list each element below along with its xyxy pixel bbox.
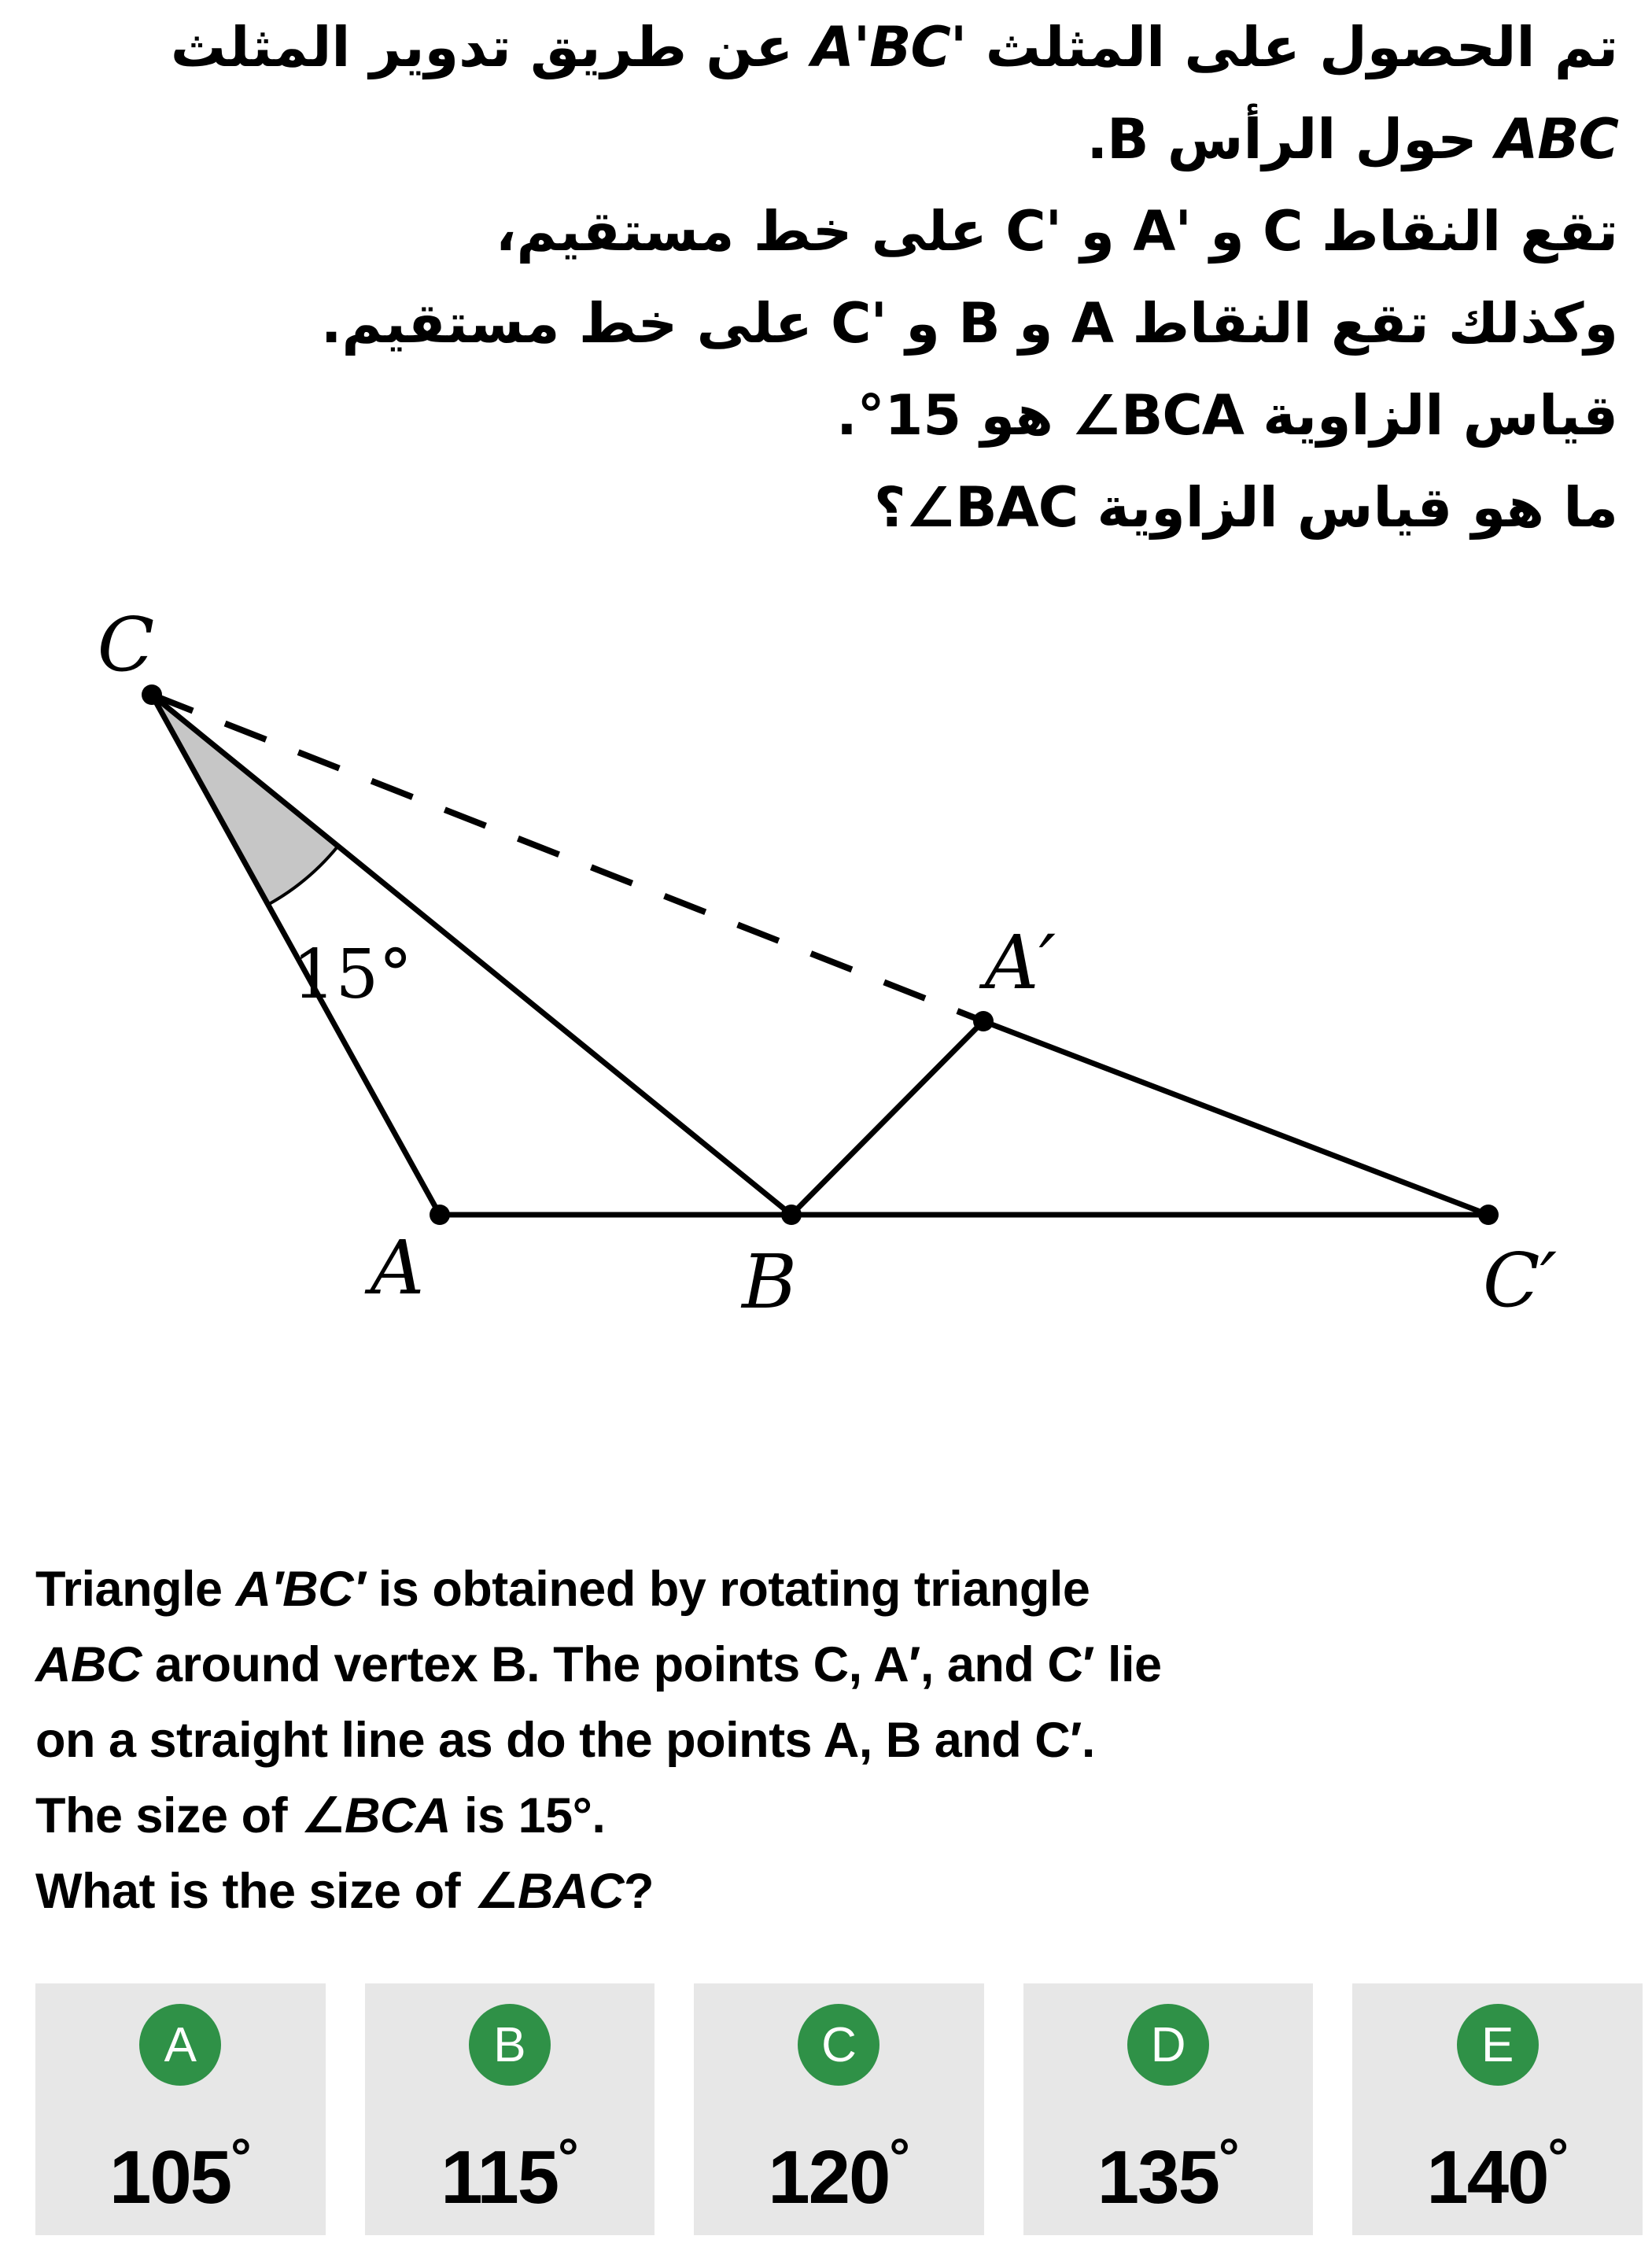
text-run: على خط مستقيم، (495, 199, 1006, 264)
text-run: Triangle (35, 1562, 236, 1617)
vertex-label-Cp: C′ (1482, 1238, 1558, 1324)
text-run: A′BC′ (235, 1562, 365, 1617)
option-letter-badge-B[interactable] (469, 2004, 551, 2086)
text-run: BCA (345, 1788, 452, 1843)
degree-symbol: ° (1547, 2127, 1569, 2186)
text-run: و (1061, 199, 1134, 264)
text-run: is obtained by rotating triangle (364, 1562, 1090, 1617)
text-run: A' (1133, 199, 1191, 264)
arabic-question-line-2 (35, 94, 1618, 186)
arabic-question-line-3 (35, 186, 1618, 278)
angle-bca-wedge (152, 695, 338, 905)
text-run: BAC (518, 1864, 625, 1919)
edge-C-B (152, 695, 791, 1215)
text-run: C (1263, 199, 1303, 264)
option-value-number: 135 (1097, 2135, 1219, 2219)
text-run: ما هو قياس الزاوية (1078, 475, 1618, 540)
english-question-line-4 (35, 1778, 1617, 1854)
option-card-D[interactable] (1023, 1983, 1314, 2235)
edge-Ap-Cp (983, 1021, 1488, 1215)
text-run: تقع النقاط (1302, 199, 1618, 264)
arabic-question (35, 2, 1618, 554)
text-run: ؟ (873, 475, 906, 540)
point-A-dot (430, 1205, 450, 1225)
text-run: هو 15°. (836, 383, 1072, 448)
option-value (441, 2119, 579, 2219)
text-run: ABC (1495, 107, 1618, 172)
text-run: قياس الزاوية (1243, 383, 1618, 448)
text-run: ? (624, 1864, 655, 1919)
text-run: is 15°. (451, 1788, 606, 1843)
text-run: on a straight line as do the points A, B and C′. (35, 1713, 1095, 1768)
point-B-dot (781, 1205, 802, 1225)
angle-bca-value-label: 15° (292, 935, 413, 1014)
answer-options (35, 1983, 1643, 2235)
option-value (768, 2119, 910, 2219)
text-run: تم الحصول على المثلث (966, 15, 1618, 79)
degree-symbol: ° (889, 2127, 910, 2186)
degree-symbol: ° (1218, 2127, 1240, 2186)
option-letter: C (821, 2017, 857, 2072)
vertex-label-B: B (742, 1239, 797, 1326)
degree-symbol: ° (558, 2127, 579, 2186)
text-run: A (1071, 291, 1114, 356)
text-run: C' (1005, 199, 1062, 264)
option-value-number: 105 (109, 2135, 231, 2219)
arabic-question-line-5 (35, 370, 1618, 462)
text-run: The size of (35, 1788, 301, 1843)
text-run: حول الرأس B. (1086, 107, 1496, 172)
option-value-number: 120 (768, 2135, 890, 2219)
option-card-E[interactable] (1352, 1983, 1643, 2235)
arabic-question-line-1 (35, 2, 1618, 94)
option-letter-badge-A[interactable] (139, 2004, 221, 2086)
geometry-diagram (0, 598, 1652, 1495)
option-value-number: 140 (1426, 2135, 1548, 2219)
option-letter: D (1150, 2017, 1186, 2072)
text-run: C' (831, 291, 887, 356)
text-run: ∠ (301, 1788, 345, 1843)
option-letter-badge-D[interactable] (1127, 2004, 1209, 2086)
text-run: around vertex B. The points C, A′, and C′ lie (142, 1637, 1162, 1692)
option-value (1426, 2119, 1569, 2219)
text-run: B (958, 291, 1000, 356)
option-card-A[interactable] (35, 1983, 326, 2235)
option-value (109, 2119, 252, 2219)
text-run: وكذلك تقع النقاط (1113, 291, 1618, 356)
option-letter-badge-C[interactable] (798, 2004, 879, 2086)
edge-B-Ap (791, 1021, 983, 1215)
english-question-line-1 (35, 1551, 1617, 1627)
english-question-line-2 (35, 1627, 1617, 1703)
vertex-label-C: C (97, 602, 155, 688)
option-letter: E (1481, 2017, 1514, 2072)
text-run: و (999, 291, 1071, 356)
text-run: ABC (35, 1637, 142, 1692)
text-run: و (886, 291, 959, 356)
text-run: على خط مستقيم. (320, 291, 832, 356)
text-run: ∠BCA (1071, 383, 1244, 448)
vertex-label-A: A (370, 1225, 425, 1312)
option-letter-badge-E[interactable] (1457, 2004, 1539, 2086)
text-run: A'BC' (811, 15, 967, 79)
arabic-question-line-4 (35, 278, 1618, 370)
point-Ap-dot (973, 1011, 994, 1031)
degree-symbol: ° (230, 2127, 252, 2186)
vertex-label-Ap: A′ (984, 920, 1056, 1006)
option-value-number: 115 (441, 2135, 559, 2219)
option-card-C[interactable] (694, 1983, 984, 2235)
option-letter: A (164, 2017, 197, 2072)
text-run: What is the size of (35, 1864, 474, 1919)
arabic-question-line-6 (35, 462, 1618, 554)
english-question-line-3 (35, 1703, 1617, 1778)
text-run: ∠ (474, 1864, 518, 1919)
text-run: ∠BAC (905, 475, 1079, 540)
english-question (35, 1551, 1617, 1929)
option-letter: B (493, 2017, 526, 2072)
text-run: عن طريق تدوير المثلث (170, 15, 812, 79)
point-Cp-dot (1478, 1205, 1499, 1225)
text-run: و (1190, 199, 1263, 264)
english-question-line-5 (35, 1854, 1617, 1929)
option-card-B[interactable] (365, 1983, 655, 2235)
option-value (1097, 2119, 1240, 2219)
